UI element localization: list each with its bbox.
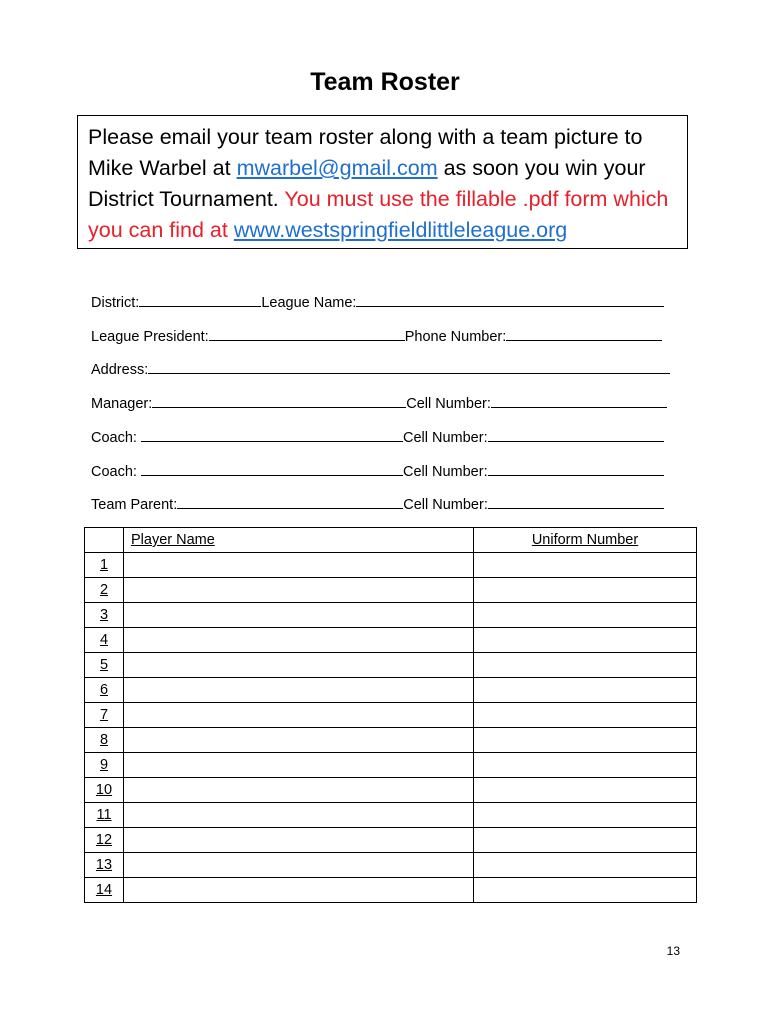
page-title: Team Roster (310, 68, 460, 96)
uniform-number-cell[interactable] (474, 853, 697, 878)
table-row (85, 803, 697, 828)
table-row (85, 603, 697, 628)
table-row (85, 878, 697, 903)
uniform-number-cell[interactable] (474, 578, 697, 603)
address-row (91, 359, 670, 378)
player-name-cell[interactable] (124, 678, 474, 703)
uniform-number-cell[interactable] (474, 628, 697, 653)
email-link[interactable]: mwarbel@gmail.com (236, 156, 438, 180)
instructions-box (77, 115, 688, 249)
manager-label: Manager: (91, 396, 153, 412)
uniform-number-cell[interactable] (474, 778, 697, 803)
league-president-row (91, 326, 662, 345)
uniform-number-cell[interactable] (474, 678, 697, 703)
table-row (85, 653, 697, 678)
uniform-number-cell[interactable] (474, 753, 697, 778)
phone-number-field[interactable] (506, 326, 662, 341)
table-row (85, 778, 697, 803)
uniform-number-cell[interactable] (474, 553, 697, 578)
coach-label: Coach: (91, 430, 137, 446)
website-link[interactable]: www.westspringfieldlittleleague.org (233, 218, 568, 242)
uniform-number-cell[interactable] (474, 703, 697, 728)
coach-field-2[interactable] (141, 461, 403, 476)
player-name-cell[interactable] (124, 703, 474, 728)
coach-cell-field[interactable] (488, 427, 664, 442)
uniform-number-header-cell (474, 528, 697, 553)
coach-cell-label: Cell Number: (402, 430, 488, 446)
manager-field[interactable] (152, 393, 406, 408)
player-name-cell[interactable] (124, 778, 474, 803)
district-label: District: (91, 295, 140, 311)
player-name-cell[interactable] (124, 853, 474, 878)
row-number: 1 (85, 553, 124, 578)
league-president-field[interactable] (209, 326, 405, 341)
table-row (85, 553, 697, 578)
row-number: 9 (85, 753, 124, 778)
coach-row-2 (91, 461, 664, 480)
player-name-cell[interactable] (124, 603, 474, 628)
row-number: 6 (85, 678, 124, 703)
coach-field[interactable] (141, 427, 403, 442)
row-number: 13 (85, 853, 124, 878)
league-name-label: League Name: (261, 295, 357, 311)
uniform-number-cell[interactable] (474, 828, 697, 853)
table-row (85, 628, 697, 653)
player-name-cell[interactable] (124, 878, 474, 903)
row-number: 4 (85, 628, 124, 653)
instructions-text-2: as soon you win your District Tournament. (88, 156, 646, 211)
uniform-number-cell[interactable] (474, 653, 697, 678)
table-row (85, 578, 697, 603)
uniform-number-cell[interactable] (474, 728, 697, 753)
address-label: Address: (91, 362, 149, 378)
team-parent-cell-label: Cell Number: (403, 497, 488, 513)
player-name-header: Player Name (131, 532, 215, 548)
address-field[interactable] (148, 359, 670, 374)
player-name-cell[interactable] (124, 653, 474, 678)
uniform-number-header: Uniform Number (531, 532, 639, 548)
player-name-cell[interactable] (124, 553, 474, 578)
player-name-cell[interactable] (124, 628, 474, 653)
player-name-cell[interactable] (124, 753, 474, 778)
table-row (85, 753, 697, 778)
coach-row-1 (91, 427, 664, 446)
manager-row (91, 393, 667, 412)
number-header-cell (85, 528, 124, 553)
player-roster-table (84, 527, 697, 903)
coach-cell-field-2[interactable] (488, 461, 664, 476)
coach-cell-label-2: Cell Number: (402, 464, 488, 480)
row-number: 3 (85, 603, 124, 628)
player-name-header-cell (124, 528, 474, 553)
uniform-number-cell[interactable] (474, 803, 697, 828)
row-number: 7 (85, 703, 124, 728)
league-president-label: League President: (91, 329, 209, 345)
row-number: 8 (85, 728, 124, 753)
table-row (85, 728, 697, 753)
player-name-cell[interactable] (124, 828, 474, 853)
coach-label-2: Coach: (91, 464, 137, 480)
phone-number-label: Phone Number: (404, 329, 507, 345)
table-row (85, 703, 697, 728)
instructions-text: Please email your team roster along with a team picture to Mike Warbel at (88, 125, 643, 180)
team-parent-label: Team Parent: (91, 497, 178, 513)
team-parent-cell-field[interactable] (488, 494, 664, 509)
row-number: 2 (85, 578, 124, 603)
player-name-cell[interactable] (124, 728, 474, 753)
team-parent-row (91, 494, 664, 513)
player-name-cell[interactable] (124, 803, 474, 828)
team-parent-field[interactable] (177, 494, 403, 509)
row-number: 14 (85, 878, 124, 903)
district-field[interactable] (139, 292, 261, 307)
district-row (91, 292, 664, 311)
page-number: 13 (666, 944, 680, 958)
table-header-row (85, 528, 697, 553)
fillable-form-note: You must use the fillable .pdf form which you can find at (88, 187, 669, 242)
row-number: 5 (85, 653, 124, 678)
table-row (85, 853, 697, 878)
row-number: 11 (85, 803, 124, 828)
league-name-field[interactable] (356, 292, 664, 307)
player-name-cell[interactable] (124, 578, 474, 603)
manager-cell-field[interactable] (491, 393, 667, 408)
table-row (85, 678, 697, 703)
uniform-number-cell[interactable] (474, 603, 697, 628)
manager-cell-label: Cell Number: (406, 396, 491, 412)
uniform-number-cell[interactable] (474, 878, 697, 903)
row-number: 12 (85, 828, 124, 853)
table-row (85, 828, 697, 853)
row-number: 10 (85, 778, 124, 803)
